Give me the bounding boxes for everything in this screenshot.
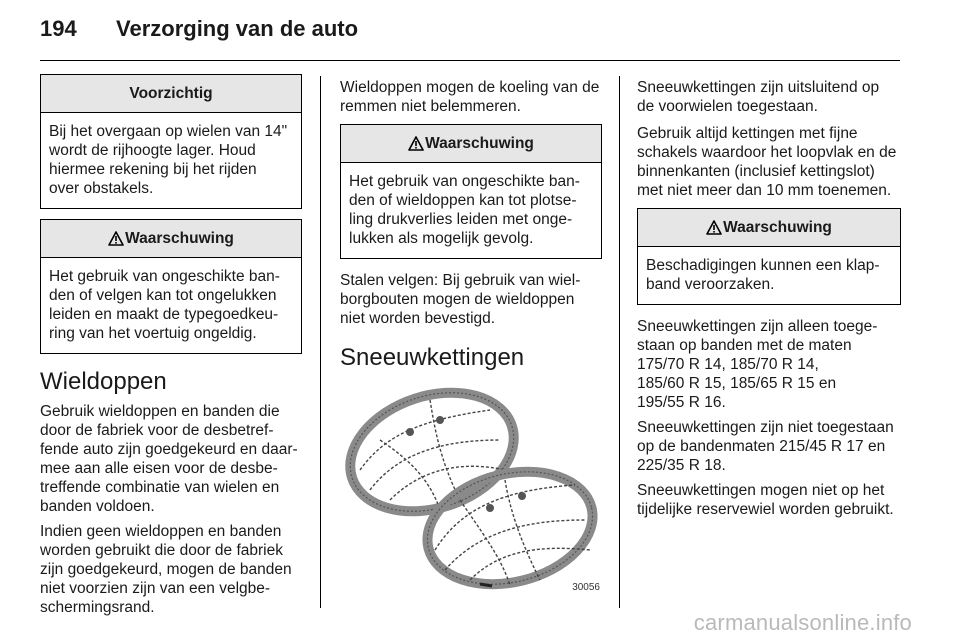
warning-header	[638, 209, 900, 247]
warning-text: Beschadigingen kunnen een klap- band veroorzaken.	[646, 257, 880, 293]
warning-header	[341, 125, 601, 163]
warning-title: Waarschuwing	[125, 230, 234, 247]
paragraph: Sneeuwkettingen zijn niet toegestaan op de bandenmaten 215/45 R 17 en 225/35 R 18.	[637, 419, 894, 474]
warning-box	[40, 219, 302, 354]
warning-text: Het gebruik van ongeschikte ban- den of velgen kan tot ongelukken leiden en maakt de typegoedkeu- ring van het voertuig ongeldig.	[49, 268, 280, 342]
caution-title: Voorzichtig	[41, 75, 301, 113]
warning-header	[41, 220, 301, 258]
section-title-snow-chains: Sneeuwkettingen	[340, 344, 525, 371]
chapter-title: Verzorging van de auto	[116, 16, 359, 41]
warning-title: Waarschuwing	[723, 219, 832, 236]
warning-triangle-icon	[706, 212, 722, 249]
column-3	[637, 74, 901, 519]
column-2	[340, 74, 602, 597]
snow-chains-illustration	[340, 380, 602, 597]
caution-box	[40, 74, 302, 209]
paragraph: Sneeuwkettingen zijn uitsluitend op de voorwielen toegestaan.	[637, 79, 880, 115]
column-divider-1	[320, 76, 321, 608]
warning-box	[637, 208, 901, 305]
snow-chains-drawing	[340, 380, 602, 597]
warning-box	[340, 124, 602, 259]
column-divider-2	[619, 76, 620, 608]
paragraph: Sneeuwkettingen mogen niet op het tijdelijke reservewiel worden gebruikt.	[637, 482, 894, 518]
header-divider	[40, 60, 900, 61]
column-1	[40, 74, 302, 617]
paragraph: Stalen velgen: Bij gebruik van wiel- borgbouten mogen de wieldoppen niet worden bevestigd.	[340, 272, 581, 327]
watermark: carmanualsonline.info	[693, 610, 912, 635]
warning-title: Waarschuwing	[425, 135, 534, 152]
warning-text: Het gebruik van ongeschikte ban- den of wieldoppen kan tot plotse- ling drukverlies leiden met onge- lukken als mogelijk gevolg.	[349, 173, 580, 247]
figure-number: 30056	[572, 582, 600, 593]
paragraph: Indien geen wieldoppen en banden worden gebruikt die door de fabriek zijn goedgekeurd, mogen de banden niet voorzien zijn van een velgbe- schermingsrand.	[40, 523, 292, 616]
caution-text: Bij het overgaan op wielen van 14" wordt de rijhoogte lager. Houd hiermee rekening bij het rijden over obstakels.	[49, 123, 288, 197]
section-title-wheel-covers: Wieldoppen	[40, 368, 167, 395]
warning-triangle-icon	[108, 223, 124, 260]
paragraph: Sneeuwkettingen zijn alleen toege- staan op banden met de maten 175/70 R 14, 185/70 R 14, 185/60 R 15, 185/65 R 15 en 195/55 R 16.	[637, 318, 878, 411]
paragraph: Wieldoppen mogen de koeling van de remmen niet belemmeren.	[340, 79, 600, 115]
warning-triangle-icon	[408, 128, 424, 165]
paragraph: Gebruik altijd kettingen met fijne schakels waardoor het loopvlak en de binnenkanten (inclusief kettingslot) met niet meer dan 10 mm toenemen.	[637, 125, 897, 199]
page-number: 194	[40, 16, 77, 41]
paragraph: Gebruik wieldoppen en banden die door de fabriek voor de desbetref- fende auto zijn goedgekeurd en daar- mee aan alle eisen voor de desbe- treffende combinatie van wielen en banden voldoen.	[40, 403, 298, 515]
